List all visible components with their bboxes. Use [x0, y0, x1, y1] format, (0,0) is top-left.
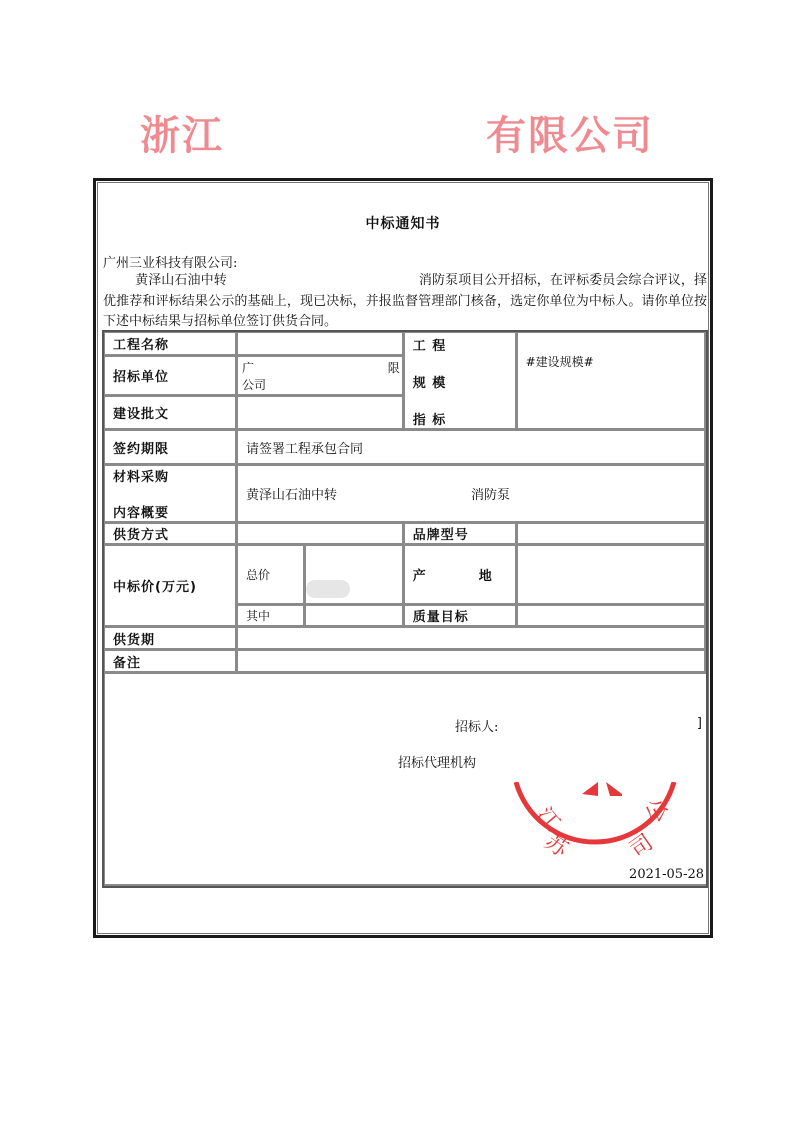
tender-unit-label: 招标单位 — [104, 356, 237, 396]
agency-label: 招标代理机构 — [398, 756, 477, 771]
signature-cell — [104, 673, 706, 886]
delivery-label: 供货期 — [104, 627, 237, 650]
remarks-value — [237, 650, 706, 673]
origin-label-right: 地 — [478, 569, 493, 584]
redacted-price — [306, 580, 350, 598]
origin-value — [517, 545, 706, 605]
company-letterhead — [0, 104, 800, 160]
scale-label — [404, 332, 517, 430]
table-row — [104, 673, 706, 886]
svg-text:苏: 苏 — [539, 829, 573, 863]
material-value-right: 消防泵 — [471, 488, 511, 503]
brand-model-value — [517, 523, 706, 545]
remarks-label: 备注 — [104, 650, 237, 673]
supply-method-value — [237, 523, 404, 545]
document-title: 中标通知书 — [365, 216, 441, 232]
redacted-area — [228, 110, 486, 154]
contract-period-label: 签约期限 — [104, 430, 237, 465]
svg-text:公: 公 — [640, 795, 674, 828]
quality-label: 质量目标 — [404, 605, 517, 627]
material-label — [104, 465, 237, 523]
material-label-line2: 内容概要 — [113, 506, 170, 521]
table-row — [104, 627, 706, 650]
delivery-value — [237, 627, 706, 650]
scale-label-line2: 规 模 — [412, 376, 447, 391]
signature-area — [105, 674, 706, 884]
table-row — [104, 545, 706, 605]
scale-value: #建设规模# — [517, 332, 706, 430]
contract-period-value: 请签署工程承包合同 — [237, 430, 706, 465]
tenderer-label: 招标人: — [455, 720, 499, 735]
company-name-right: 有限公司 — [486, 112, 654, 159]
company-name-left: 浙江 — [140, 112, 224, 159]
material-value — [237, 465, 706, 523]
project-name-value — [237, 332, 404, 356]
tender-unit-line2: 公司 — [242, 377, 267, 392]
of-which-value — [305, 605, 404, 627]
table-row — [104, 650, 706, 673]
tender-unit-value — [237, 356, 404, 396]
table-row — [104, 523, 706, 545]
award-table — [102, 330, 708, 888]
material-value-left: 黄泽山石油中转 — [246, 488, 338, 503]
origin-label — [404, 545, 517, 605]
table-row — [104, 332, 706, 356]
tenderer-tail: ] — [696, 716, 702, 731]
paragraph-part1: 黄泽山石油中转 — [135, 273, 227, 288]
table-row — [104, 430, 706, 465]
bid-price-label: 中标价(万元) — [104, 545, 237, 627]
total-price-value — [305, 545, 404, 605]
svg-text:江: 江 — [530, 803, 565, 836]
supply-method-label: 供货方式 — [104, 523, 237, 545]
issue-date: 2021-05-28 — [629, 867, 704, 882]
scale-label-line1: 工 程 — [412, 339, 447, 354]
approval-label: 建设批文 — [104, 396, 237, 430]
tender-unit-right: 限 — [387, 360, 400, 375]
total-price-label: 总价 — [237, 545, 305, 605]
addressee: 广州三业科技有限公司: — [103, 256, 238, 271]
approval-value — [237, 396, 404, 430]
material-label-line1: 材料采购 — [113, 470, 170, 485]
notice-paragraph — [103, 271, 707, 333]
brand-model-label: 品牌型号 — [404, 523, 517, 545]
table-row — [104, 465, 706, 523]
origin-label-left: 产 — [412, 569, 427, 584]
project-name-label: 工程名称 — [104, 332, 237, 356]
scale-label-line3: 指 标 — [412, 413, 447, 428]
tender-unit-left: 广 — [242, 360, 255, 375]
svg-text:司: 司 — [625, 830, 658, 864]
paragraph-part2: 消防泵项目公开招标，在评标委员会综合评议，择优推荐和评标结果公示的基础上，现已决标，并报监督管理部门核备，选定你单位为中标人。请你单位按下述中标结果与招标单位签订供货合同。 — [103, 273, 707, 329]
quality-value — [517, 605, 706, 627]
notice-frame — [93, 178, 713, 938]
of-which-label: 其中 — [237, 605, 305, 627]
